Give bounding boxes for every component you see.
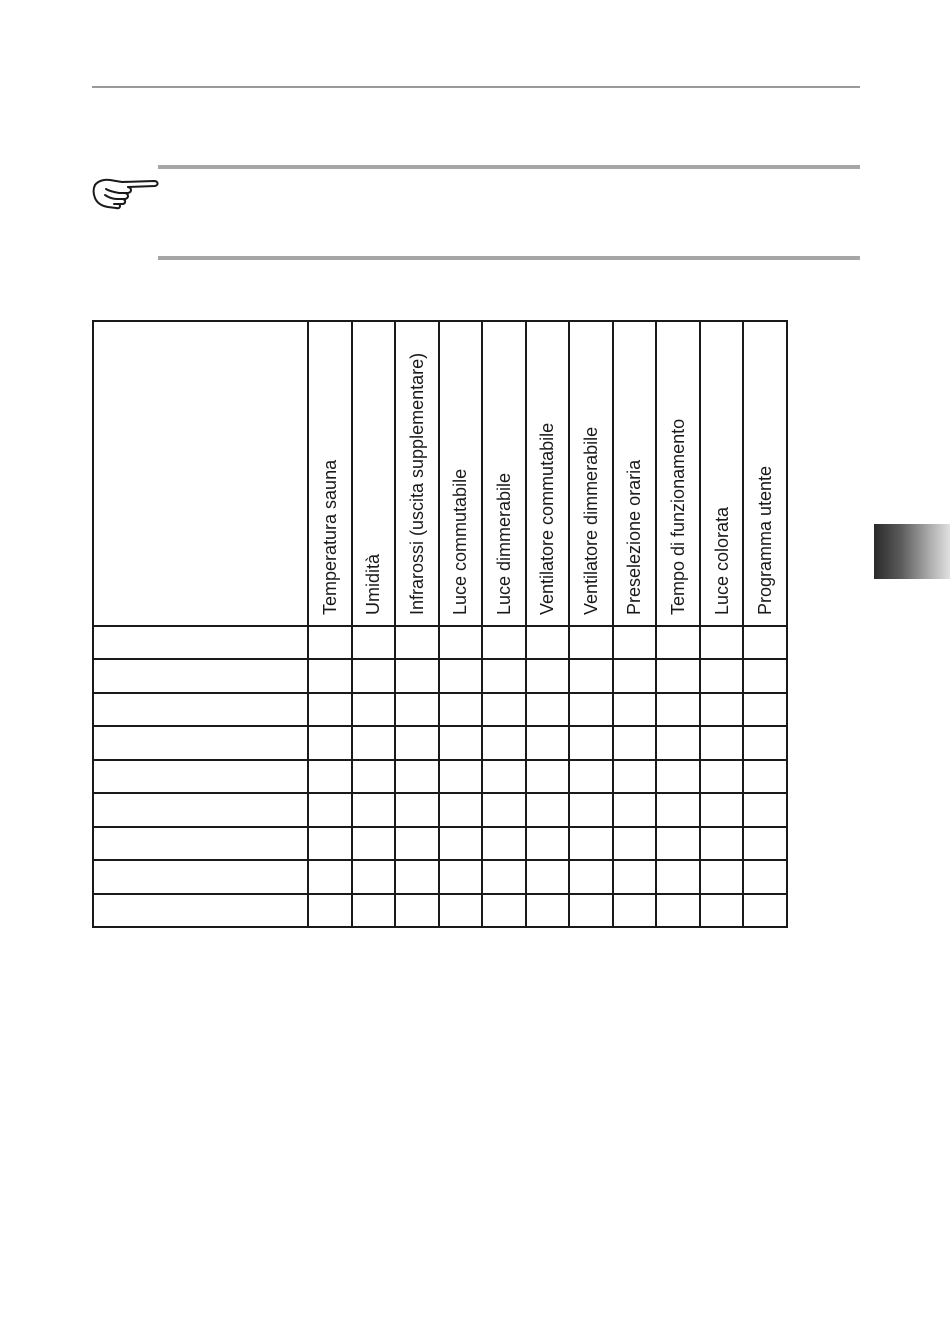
table-cell	[395, 793, 439, 826]
column-label: Preselezione oraria	[624, 459, 645, 615]
table-cell	[743, 860, 787, 893]
note-top-rule	[158, 165, 860, 169]
table-cell	[700, 894, 744, 928]
table-row	[93, 793, 787, 826]
table-cell	[613, 626, 657, 659]
row-label-cell	[93, 860, 308, 893]
column-label: Temperatura sauna	[319, 459, 340, 615]
table-cell	[743, 793, 787, 826]
row-label-cell	[93, 693, 308, 726]
table-cell	[700, 860, 744, 893]
table-cell	[395, 894, 439, 928]
column-label: Programma utente	[755, 465, 776, 615]
table-cell	[352, 726, 396, 759]
table-cell	[569, 693, 613, 726]
table-cell	[482, 827, 526, 860]
table-cell	[308, 827, 352, 860]
table-cell	[439, 693, 483, 726]
table-row	[93, 726, 787, 759]
table-cell	[482, 894, 526, 928]
table-cell	[526, 827, 570, 860]
table-cell	[743, 760, 787, 793]
table-cell	[613, 760, 657, 793]
table-cell	[526, 693, 570, 726]
column-label: Tempo di funzionamento	[668, 418, 689, 615]
table-row	[93, 693, 787, 726]
table-cell	[308, 894, 352, 928]
table-cell	[352, 793, 396, 826]
table-cell	[656, 793, 700, 826]
table-cell	[569, 626, 613, 659]
table-cell	[482, 726, 526, 759]
table-cell	[395, 693, 439, 726]
table-header-row	[93, 321, 787, 626]
table-cell	[569, 894, 613, 928]
header-rule	[92, 86, 860, 88]
table-cell	[700, 693, 744, 726]
table-column-header	[569, 321, 613, 626]
table-column-header	[700, 321, 744, 626]
table-cell	[700, 760, 744, 793]
section-tab-marker	[874, 524, 950, 579]
table-cell	[395, 726, 439, 759]
row-label-cell	[93, 827, 308, 860]
table-cell	[569, 827, 613, 860]
table-column-header	[395, 321, 439, 626]
table-cell	[700, 827, 744, 860]
table-row	[93, 626, 787, 659]
table-cell	[613, 894, 657, 928]
table-cell	[395, 827, 439, 860]
table-cell	[569, 760, 613, 793]
row-label-cell	[93, 894, 308, 928]
table-column-header	[526, 321, 570, 626]
table-cell	[439, 760, 483, 793]
table-cell	[439, 860, 483, 893]
column-label: Ventilatore dimmerabile	[580, 426, 601, 615]
table-cell	[308, 760, 352, 793]
table-cell	[743, 827, 787, 860]
table-cell	[352, 860, 396, 893]
table-cell	[308, 860, 352, 893]
table-column-header	[743, 321, 787, 626]
table-row	[93, 659, 787, 692]
table-cell	[482, 659, 526, 692]
table-column-header	[613, 321, 657, 626]
table-cell	[743, 626, 787, 659]
table-cell	[656, 760, 700, 793]
table-cell	[482, 693, 526, 726]
table-cell	[700, 626, 744, 659]
table-cell	[613, 659, 657, 692]
table-cell	[352, 626, 396, 659]
table-cell	[395, 760, 439, 793]
feature-table	[92, 320, 788, 928]
table-cell	[526, 659, 570, 692]
table-cell	[656, 827, 700, 860]
row-label-cell	[93, 726, 308, 759]
row-label-cell	[93, 760, 308, 793]
table-cell	[656, 860, 700, 893]
table-cell	[613, 860, 657, 893]
table-cell	[439, 726, 483, 759]
table-cell	[613, 693, 657, 726]
table-cell	[569, 659, 613, 692]
column-label: Umidità	[363, 553, 384, 615]
table-cell	[395, 626, 439, 659]
table-cell	[482, 760, 526, 793]
table-cell	[308, 659, 352, 692]
table-cell	[656, 626, 700, 659]
table-cell	[613, 793, 657, 826]
table-body	[93, 626, 787, 927]
table-cell	[439, 894, 483, 928]
note-bottom-rule	[158, 256, 860, 260]
table-cell	[308, 726, 352, 759]
table-cell	[743, 726, 787, 759]
table-cell	[526, 793, 570, 826]
table-row	[93, 760, 787, 793]
table-cell	[395, 860, 439, 893]
table-cell	[569, 793, 613, 826]
table-row	[93, 860, 787, 893]
table-cell	[743, 693, 787, 726]
column-label: Luce dimmerabile	[493, 472, 514, 615]
row-label-cell	[93, 626, 308, 659]
table-cell	[656, 659, 700, 692]
table-column-header	[656, 321, 700, 626]
table-cell	[743, 894, 787, 928]
column-label: Ventilatore commutabile	[537, 422, 558, 615]
table-row	[93, 827, 787, 860]
table-cell	[308, 693, 352, 726]
table-cell	[395, 659, 439, 692]
row-label-cell	[93, 793, 308, 826]
column-label: Luce commutabile	[450, 468, 471, 615]
table-cell	[352, 894, 396, 928]
table-cell	[569, 860, 613, 893]
table-cell	[613, 827, 657, 860]
table-cell	[743, 659, 787, 692]
table-corner-cell	[93, 321, 308, 626]
table-cell	[352, 760, 396, 793]
column-label: Infrarossi (uscita supplementare)	[406, 352, 427, 615]
table-cell	[526, 894, 570, 928]
table-cell	[569, 726, 613, 759]
row-label-cell	[93, 659, 308, 692]
table-cell	[482, 626, 526, 659]
table-cell	[526, 626, 570, 659]
table-row	[93, 894, 787, 928]
table-column-header	[308, 321, 352, 626]
table-cell	[700, 659, 744, 692]
table-cell	[439, 626, 483, 659]
table-cell	[700, 726, 744, 759]
table-cell	[656, 894, 700, 928]
table-cell	[526, 860, 570, 893]
table-cell	[656, 726, 700, 759]
table-cell	[482, 860, 526, 893]
pointing-hand-icon	[92, 176, 160, 210]
table-cell	[526, 760, 570, 793]
column-label: Luce colorata	[711, 506, 732, 615]
table-cell	[482, 793, 526, 826]
table-cell	[439, 659, 483, 692]
table-cell	[656, 693, 700, 726]
table-cell	[700, 793, 744, 826]
table-cell	[352, 659, 396, 692]
table-cell	[439, 793, 483, 826]
table-column-header	[482, 321, 526, 626]
table-column-header	[439, 321, 483, 626]
table-cell	[308, 626, 352, 659]
table-cell	[439, 827, 483, 860]
table-cell	[352, 827, 396, 860]
table-cell	[526, 726, 570, 759]
table-cell	[308, 793, 352, 826]
table-column-header	[352, 321, 396, 626]
table-cell	[613, 726, 657, 759]
table-cell	[352, 693, 396, 726]
